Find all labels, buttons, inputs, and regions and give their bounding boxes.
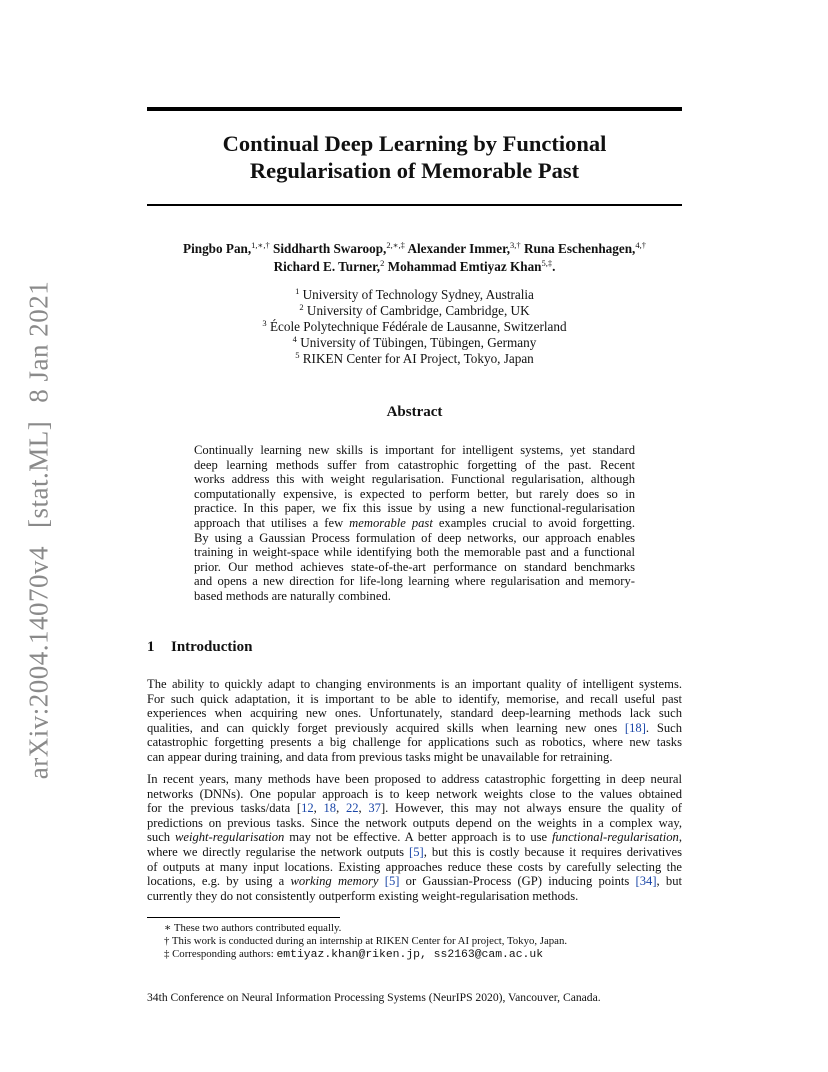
abstract-line: training in weight-space while identifying both the memorable past and a functional <box>194 545 635 560</box>
text: , <box>336 801 346 816</box>
author-line-1 <box>147 240 682 258</box>
citation-link[interactable]: 22 <box>345 801 359 816</box>
affiliation-number: 5 <box>295 350 300 360</box>
intro-paragraph-2 <box>147 772 682 903</box>
affiliation-text: École Polytechnique Fédérale de Lausanne, Switzerland <box>269 319 567 334</box>
text: , <box>358 801 369 816</box>
footnote <box>164 948 567 962</box>
title-line-1: Continual Deep Learning by Functional <box>222 131 607 156</box>
affiliation <box>147 335 682 351</box>
author-name: Pingbo Pan, <box>183 241 252 256</box>
footnote-mark: ∗ <box>164 922 172 934</box>
arxiv-stamp <box>24 281 55 779</box>
paragraph-line: The ability to quickly adapt to changing environments is an important quality of intelligent systems. <box>147 677 682 691</box>
text: or Gaussian-Process (GP) inducing points <box>399 874 636 889</box>
footnote-text: These two authors contributed equally. <box>171 922 342 934</box>
abstract-line: computationally expensive, is expected to perform better, but rarely does so in <box>194 486 635 501</box>
paper-title <box>147 130 682 184</box>
footnote-mark: ‡ <box>164 948 170 961</box>
author-affil-mark: 2,∗,‡ <box>386 240 405 250</box>
text: , but this is costly because it requires derivatives <box>423 844 682 859</box>
footnote-text: This work is conducted during an internship at RIKEN Center for AI project, Tokyo, Japan. <box>169 935 568 948</box>
text: , <box>313 801 324 816</box>
affiliation-list <box>147 287 682 367</box>
arxiv-date: 8 Jan 2021 <box>23 280 54 403</box>
citation-link[interactable]: 18 <box>323 801 337 816</box>
citation-link[interactable]: 37 <box>368 801 381 816</box>
citation-link[interactable]: [5] <box>409 844 424 859</box>
emphasis-working-memory: working memory <box>290 874 379 889</box>
abstract-line <box>194 516 635 531</box>
affiliation-text: University of Tübingen, Tübingen, Germany <box>300 335 537 350</box>
text: , <box>678 830 683 845</box>
paragraph-line: experiences when acquiring new ones. Unfortunately, standard deep-learning methods lack such <box>147 706 682 721</box>
text: . Such <box>645 720 682 735</box>
affiliation <box>147 319 682 335</box>
affiliation-text: University of Technology Sydney, Australia <box>302 287 534 302</box>
paragraph-line: currently they do not consistently outperform existing weight-regularisation methods. <box>147 888 579 903</box>
emphasis-memorable-past: memorable past <box>349 515 433 530</box>
abstract-line: prior. Our method achieves state-of-the-art performance on standard benchmarks <box>194 559 635 574</box>
abstract-line: deep learning methods suffer from catastrophic forgetting of the past. Recent <box>194 457 635 472</box>
text: may not be effective. A better approach is to use <box>284 830 552 845</box>
affiliation-number: 3 <box>262 318 267 328</box>
paragraph-line: For such quick adaptation, it is important to be able to identify, memorise, and recall useful past <box>147 691 682 706</box>
text: such <box>147 830 175 845</box>
author-name: Alexander Immer, <box>407 241 511 256</box>
paragraph-line: predictions on previous tasks. Since the network outputs depend on the weights in a complex way, <box>147 815 682 830</box>
paragraph-line <box>147 845 682 860</box>
paragraph-line: In recent years, many methods have been proposed to address catastrophic forgetting in deep neural <box>147 772 682 786</box>
arxiv-id: arXiv:2004.14070v4 <box>23 546 54 780</box>
abstract-line: and opens a new direction for life-long learning where regularisation and memory- <box>194 574 635 589</box>
section-heading-introduction <box>147 639 252 656</box>
footnotes <box>164 922 567 963</box>
conference-footer: 34th Conference on Neural Information Processing Systems (NeurIPS 2020), Vancouver, Canada. <box>147 991 601 1004</box>
section-number: 1 <box>147 639 155 655</box>
affiliation-number: 1 <box>295 286 300 296</box>
affiliation <box>147 303 682 319</box>
abstract-line: based methods are naturally combined. <box>194 588 391 603</box>
emphasis-weight-regularisation: weight-regularisation <box>174 830 285 845</box>
affiliation-text: RIKEN Center for AI Project, Tokyo, Japan <box>302 351 534 366</box>
title-bottom-rule <box>147 204 682 206</box>
footnote <box>164 922 567 935</box>
abstract-line: works address this with weight regularisation. Functional regularisation, although <box>194 472 635 487</box>
paragraph-line: of outputs at many input locations. Existing approaches reduce these costs by carefully selecting the <box>147 859 682 874</box>
author-affil-mark: 1,∗,† <box>251 240 270 250</box>
paragraph-line <box>147 830 682 845</box>
author-name: Richard E. Turner, <box>273 259 381 274</box>
emphasis-functional-regularisation: functional-regularisation <box>551 830 679 845</box>
author-line-2 <box>147 258 682 276</box>
paragraph-line <box>147 801 682 816</box>
author-list-end: . <box>552 259 556 274</box>
footnote-rule <box>147 917 340 918</box>
abstract-body <box>194 443 635 604</box>
text: ]. However, this may not always ensure the quality of <box>380 801 682 816</box>
abstract-line: Continually learning new skills is important for intelligent systems, yet standard <box>194 443 635 457</box>
affiliation-number: 2 <box>299 302 304 312</box>
affiliation-text: University of Cambridge, Cambridge, UK <box>306 303 530 318</box>
text: , but <box>656 874 682 889</box>
author-affil-mark: 3,† <box>510 240 521 250</box>
affiliation-number: 4 <box>292 334 297 344</box>
abstract-text: approach that utilises a few <box>194 515 350 530</box>
abstract-text: examples crucial to avoid forgetting. <box>432 515 635 530</box>
citation-link[interactable]: [18] <box>624 720 646 735</box>
author-name: Mohammad Emtiyaz Khan <box>387 259 542 274</box>
abstract-heading: Abstract <box>386 404 443 420</box>
author-affil-mark: 5,‡ <box>541 258 553 268</box>
citation-link[interactable]: [34] <box>635 874 657 889</box>
affiliation <box>147 287 682 303</box>
corresponding-emails: emtiyaz.khan@riken.jp, ss2163@cam.ac.uk <box>276 949 544 962</box>
abstract-line: By using a Gaussian Process formulation of deep networks, our approach enables <box>194 530 635 545</box>
author-list <box>147 240 682 276</box>
affiliation <box>147 351 682 367</box>
text: where we directly regularise the network outputs <box>147 844 410 859</box>
title-top-rule <box>147 107 682 111</box>
title-line-2: Regularisation of Memorable Past <box>249 158 580 183</box>
author-name: Runa Eschenhagen, <box>523 241 636 256</box>
abstract-line: practice. In this paper, we fix this issue by using a new functional-regularisation <box>194 501 635 516</box>
paragraph-line <box>147 721 682 736</box>
section-title: Introduction <box>171 639 253 655</box>
paragraph-line: networks (DNNs). One popular approach is to keep network weights close to the values obtained <box>147 786 682 801</box>
text: locations, e.g. by using a <box>147 874 291 889</box>
arxiv-category: [stat.ML] <box>23 420 54 528</box>
author-name: Siddharth Swaroop, <box>273 241 387 256</box>
text: for the previous tasks/data [ <box>147 801 302 816</box>
citation-link[interactable]: 12 <box>301 801 314 816</box>
footnote-mark: † <box>164 935 170 948</box>
author-affil-mark: 4,† <box>635 240 646 250</box>
footnote-text: Corresponding authors: <box>169 948 277 961</box>
author-affil-mark: 2 <box>380 258 385 268</box>
text: qualities, and can quickly forget previously acquired skills when learning new ones <box>147 720 625 735</box>
paragraph-line: catastrophic forgetting presents a big challenge for applications such as robotics, where new tasks <box>147 735 682 750</box>
paragraph-line <box>147 874 682 889</box>
footnote <box>164 935 567 948</box>
paragraph-line: can appear during training, and data from previous tasks might be unavailable for retraining. <box>147 749 613 764</box>
citation-link[interactable]: [5] <box>384 874 400 889</box>
intro-paragraph-1 <box>147 677 682 765</box>
